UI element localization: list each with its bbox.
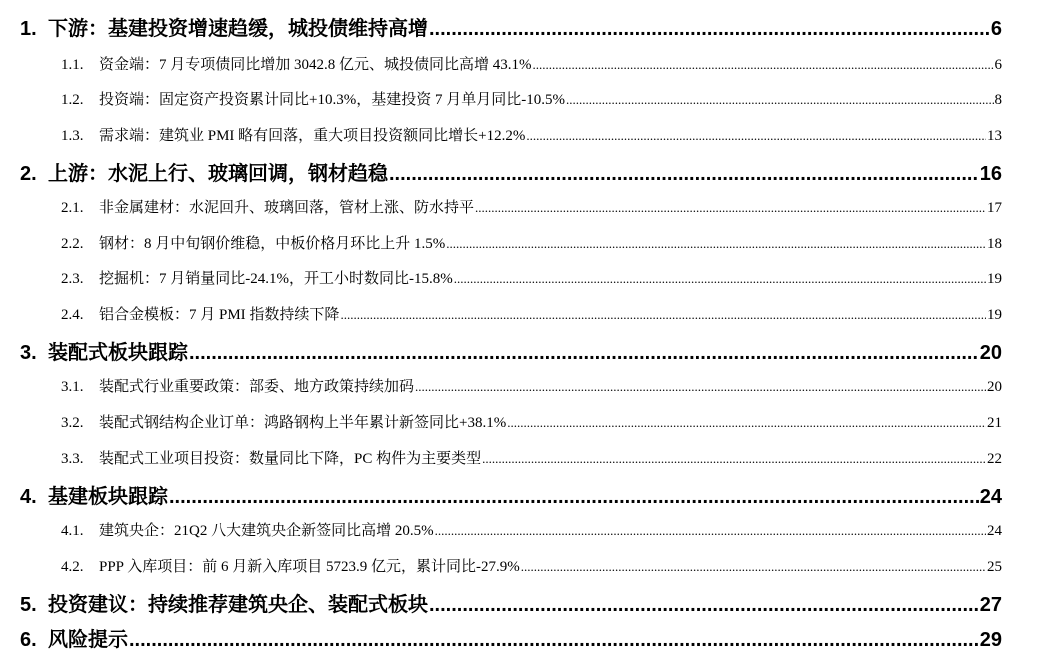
dot-leader	[429, 594, 979, 616]
dot-leader	[454, 271, 986, 287]
toc-page-number: 27	[979, 594, 1002, 616]
toc-title: 需求端：建筑业 PMI 略有回落，重大项目投资额同比增长+12.2%	[99, 128, 526, 144]
toc-page-number: 19	[987, 307, 1002, 323]
toc-entry-3[interactable]	[20, 336, 1002, 364]
dot-leader	[521, 559, 986, 575]
toc-number: 3.1.	[61, 379, 84, 395]
toc-title: 非金属建材：水泥回升、玻璃回落，管材上涨、防水持平	[99, 200, 475, 216]
toc-entry-5[interactable]	[20, 588, 1002, 616]
toc-page-number: 20	[979, 342, 1002, 364]
toc-entry-2-1[interactable]	[61, 196, 1002, 218]
toc-title: 建筑央企：21Q2 八大建筑央企新签同比高增 20.5%	[99, 523, 434, 539]
toc-number: 2.3.	[61, 271, 84, 287]
dot-leader	[340, 307, 986, 323]
toc-page-number: 17	[987, 200, 1002, 216]
toc-page-number: 16	[979, 163, 1002, 185]
toc-entry-4-1[interactable]	[61, 519, 1002, 541]
dot-leader	[435, 523, 986, 539]
toc-title: 装配式工业项目投资：数量同比下降，PC 构件为主要类型	[99, 451, 482, 467]
toc-title: 资金端：7 月专项债同比增加 3042.8 亿元、城投债同比高增 43.1%	[99, 57, 532, 73]
toc-entry-3-3[interactable]	[61, 447, 1002, 469]
toc-title: 风险提示	[48, 629, 128, 651]
toc-entry-1-3[interactable]	[61, 124, 1002, 146]
toc-number: 2.4.	[61, 307, 84, 323]
toc-entry-6[interactable]	[20, 623, 1002, 651]
dot-leader	[429, 18, 990, 40]
toc-number: 4.1.	[61, 523, 84, 539]
toc-entry-2-2[interactable]	[61, 232, 1002, 254]
toc-entry-3-1[interactable]	[61, 375, 1002, 397]
toc-page-number: 20	[987, 379, 1002, 395]
toc-number: 1.1.	[61, 57, 84, 73]
toc-number: 4.2.	[61, 559, 84, 575]
toc-entry-2-3[interactable]	[61, 267, 1002, 289]
dot-leader	[526, 128, 986, 144]
toc-number: 5.	[20, 594, 37, 616]
toc-page-number: 6	[990, 18, 1002, 40]
toc-entry-1[interactable]	[20, 12, 1002, 40]
toc-entry-3-2[interactable]	[61, 411, 1002, 433]
toc-title: 钢材：8 月中旬钢价维稳，中板价格月环比上升 1.5%	[99, 236, 446, 252]
dot-leader	[475, 200, 986, 216]
toc-entry-4[interactable]	[20, 480, 1002, 508]
dot-leader	[415, 379, 986, 395]
toc-number: 1.2.	[61, 92, 84, 108]
toc-title: 装配式板块跟踪	[48, 342, 188, 364]
toc-page-number: 25	[987, 559, 1002, 575]
dot-leader	[507, 415, 986, 431]
toc-page-number: 8	[994, 92, 1002, 108]
toc-entry-4-2[interactable]	[61, 555, 1002, 577]
toc-title: 下游：基建投资增速趋缓，城投债维持高增	[48, 18, 428, 40]
toc-number: 1.	[20, 18, 37, 40]
toc-title: PPP 入库项目：前 6 月新入库项目 5723.9 亿元，累计同比-27.9%	[99, 559, 520, 575]
toc-title: 装配式钢结构企业订单：鸿路钢构上半年累计新签同比+38.1%	[99, 415, 507, 431]
toc-number: 2.2.	[61, 236, 84, 252]
dot-leader	[129, 629, 979, 651]
toc-page-number: 13	[987, 128, 1002, 144]
toc-page-number: 18	[987, 236, 1002, 252]
toc-entry-1-1[interactable]	[61, 53, 1002, 75]
dot-leader	[169, 486, 979, 508]
dot-leader	[446, 236, 986, 252]
toc-page-number: 21	[987, 415, 1002, 431]
toc-entry-1-2[interactable]	[61, 88, 1002, 110]
toc-number: 3.2.	[61, 415, 84, 431]
toc-title: 挖掘机：7 月销量同比-24.1%，开工小时数同比-15.8%	[99, 271, 453, 287]
toc-page-number: 24	[979, 486, 1002, 508]
toc-number: 2.1.	[61, 200, 84, 216]
toc-title: 基建板块跟踪	[48, 486, 168, 508]
toc-number: 3.	[20, 342, 37, 364]
dot-leader	[482, 451, 986, 467]
toc-page-number: 19	[987, 271, 1002, 287]
dot-leader	[566, 92, 994, 108]
toc-page-number: 22	[987, 451, 1002, 467]
dot-leader	[389, 163, 979, 185]
toc-page-number: 24	[987, 523, 1002, 539]
dot-leader	[533, 57, 994, 73]
toc-page-number: 6	[994, 57, 1002, 73]
toc-number: 6.	[20, 629, 37, 651]
toc-page-number: 29	[979, 629, 1002, 651]
toc-title: 投资建议：持续推荐建筑央企、装配式板块	[48, 594, 428, 616]
toc-title: 装配式行业重要政策：部委、地方政策持续加码	[99, 379, 415, 395]
toc-title: 投资端：固定资产投资累计同比+10.3%，基建投资 7 月单月同比-10.5%	[99, 92, 565, 108]
toc-title: 上游：水泥上行、玻璃回调，钢材趋稳	[48, 163, 388, 185]
toc-number: 2.	[20, 163, 37, 185]
toc-number: 4.	[20, 486, 37, 508]
dot-leader	[189, 342, 979, 364]
toc-number: 1.3.	[61, 128, 84, 144]
toc-title: 铝合金模板：7 月 PMI 指数持续下降	[99, 307, 340, 323]
toc-entry-2[interactable]	[20, 157, 1002, 185]
toc-entry-2-4[interactable]	[61, 303, 1002, 325]
toc-number: 3.3.	[61, 451, 84, 467]
